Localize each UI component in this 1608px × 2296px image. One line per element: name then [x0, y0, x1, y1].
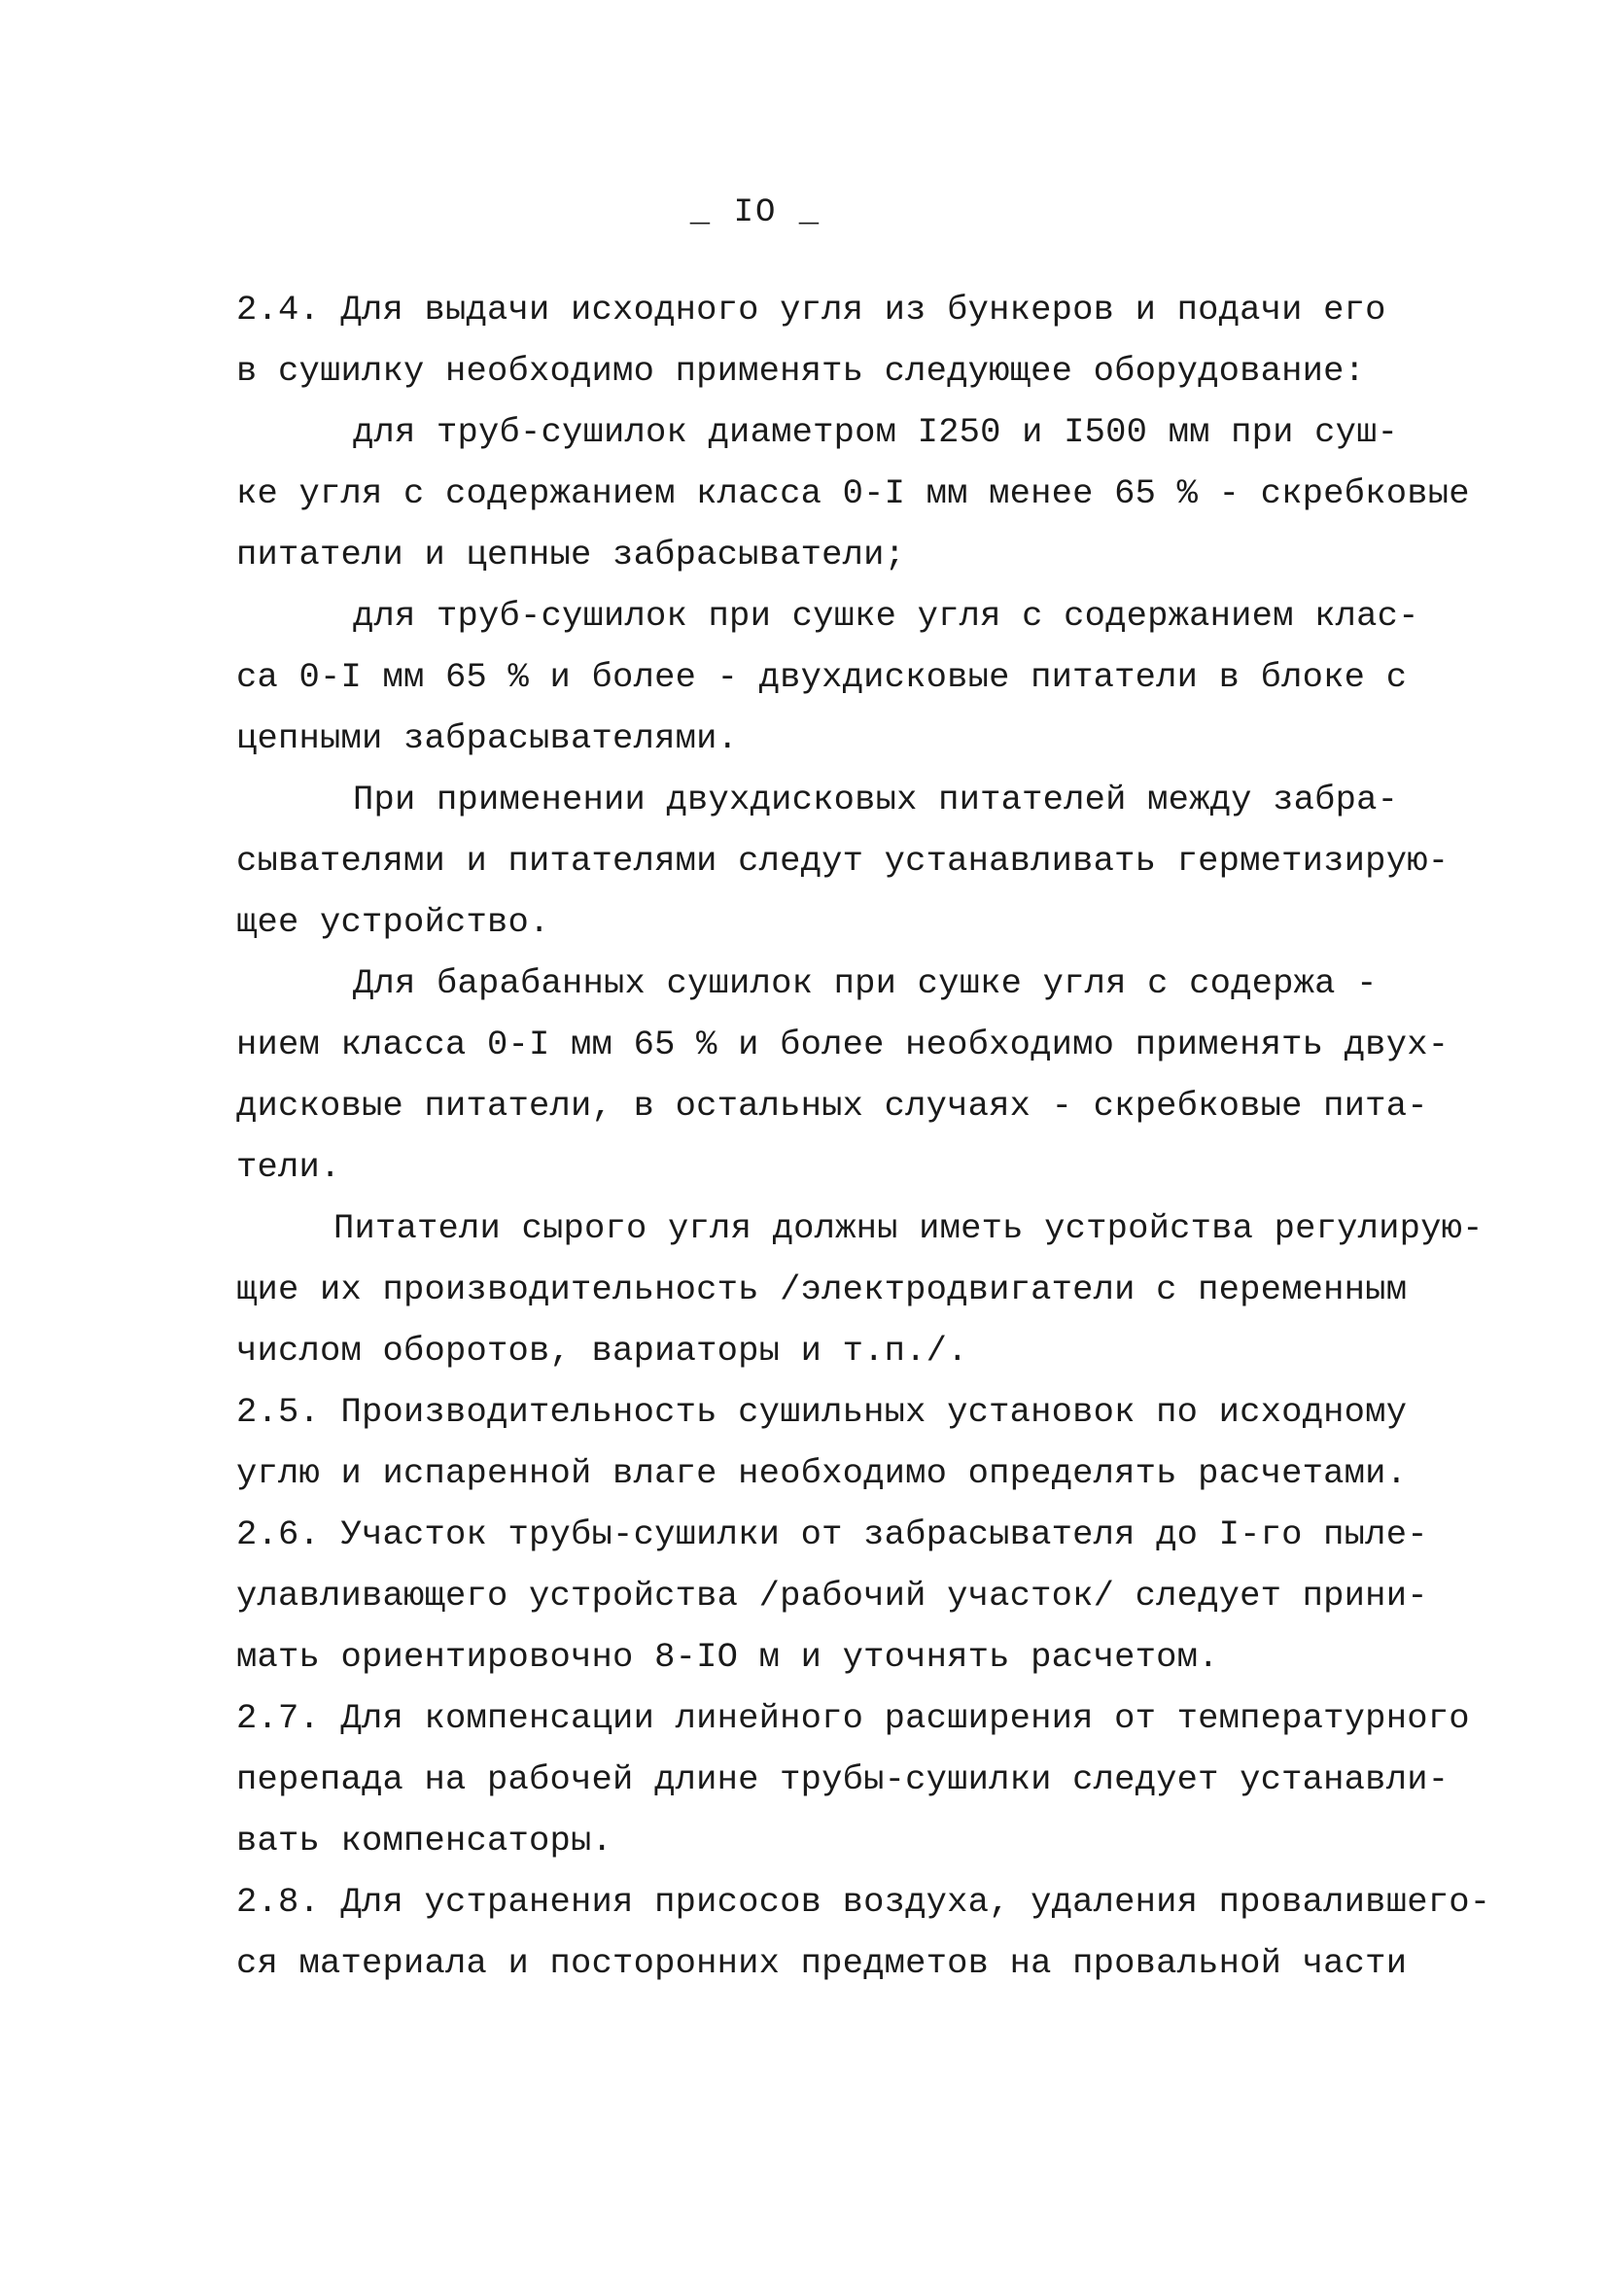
text-line: нием класса 0-I мм 65 % и более необходимо применять двух- — [236, 1025, 1450, 1064]
text-line: 2.5. Производительность сушильных установок по исходному — [236, 1392, 1408, 1432]
text-line: улавливающего устройства /рабочий участок/ следует прини- — [236, 1576, 1428, 1616]
text-line: ке угля с содержанием класса 0-I мм менее 65 % - скребковые — [236, 473, 1470, 513]
text-line: вать компенсаторы. — [236, 1821, 613, 1861]
text-line: для труб-сушилок диаметром I250 и I500 мм при суш- — [353, 412, 1399, 452]
text-line: щие их производительность /электродвигатели с переменным — [236, 1270, 1408, 1309]
text-line: щее устройство. — [236, 902, 550, 942]
text-line: 2.7. Для компенсации линейного расширения от температурного — [236, 1698, 1470, 1738]
text-line: питатели и цепные забрасыватели; — [236, 535, 906, 574]
text-line: са 0-I мм 65 % и более - двухдисковые питатели в блоке с — [236, 657, 1408, 697]
text-line: тели. — [236, 1147, 341, 1187]
text-line: цепными забрасывателями. — [236, 718, 739, 758]
text-line: Питатели сырого угля должны иметь устройства регулирую- — [333, 1208, 1484, 1248]
text-line: сывателями и питателями следут устанавливать герметизирую- — [236, 841, 1450, 881]
text-line: Для барабанных сушилок при сушке угля с содержа - — [353, 963, 1378, 1003]
text-line: перепада на рабочей длине трубы-сушилки следует устанавли- — [236, 1759, 1450, 1799]
text-line: ся материала и посторонних предметов на провальной части — [236, 1943, 1408, 1983]
text-line: 2.4. Для выдачи исходного угля из бункеров и подачи его — [236, 290, 1386, 330]
text-line: дисковые питатели, в остальных случаях - скребковые пита- — [236, 1086, 1428, 1126]
page-number: _ IO _ — [689, 194, 821, 231]
document-body — [236, 279, 1491, 1994]
text-line: числом оборотов, вариаторы и т.п./. — [236, 1331, 968, 1371]
text-line: 2.8. Для устранения присосов воздуха, удаления провалившего- — [236, 1882, 1491, 1922]
text-line: в сушилку необходимо применять следующее оборудование: — [236, 351, 1366, 391]
text-line: 2.6. Участок трубы-сушилки от забрасывателя до I-го пыле- — [236, 1514, 1428, 1554]
text-line: При применении двухдисковых питателей между забра- — [353, 780, 1399, 819]
text-line: для труб-сушилок при сушке угля с содержанием клас- — [353, 596, 1419, 636]
text-line: углю и испаренной влаге необходимо определять расчетами. — [236, 1453, 1408, 1493]
text-line: мать ориентировочно 8-IO м и уточнять расчетом. — [236, 1637, 1219, 1677]
